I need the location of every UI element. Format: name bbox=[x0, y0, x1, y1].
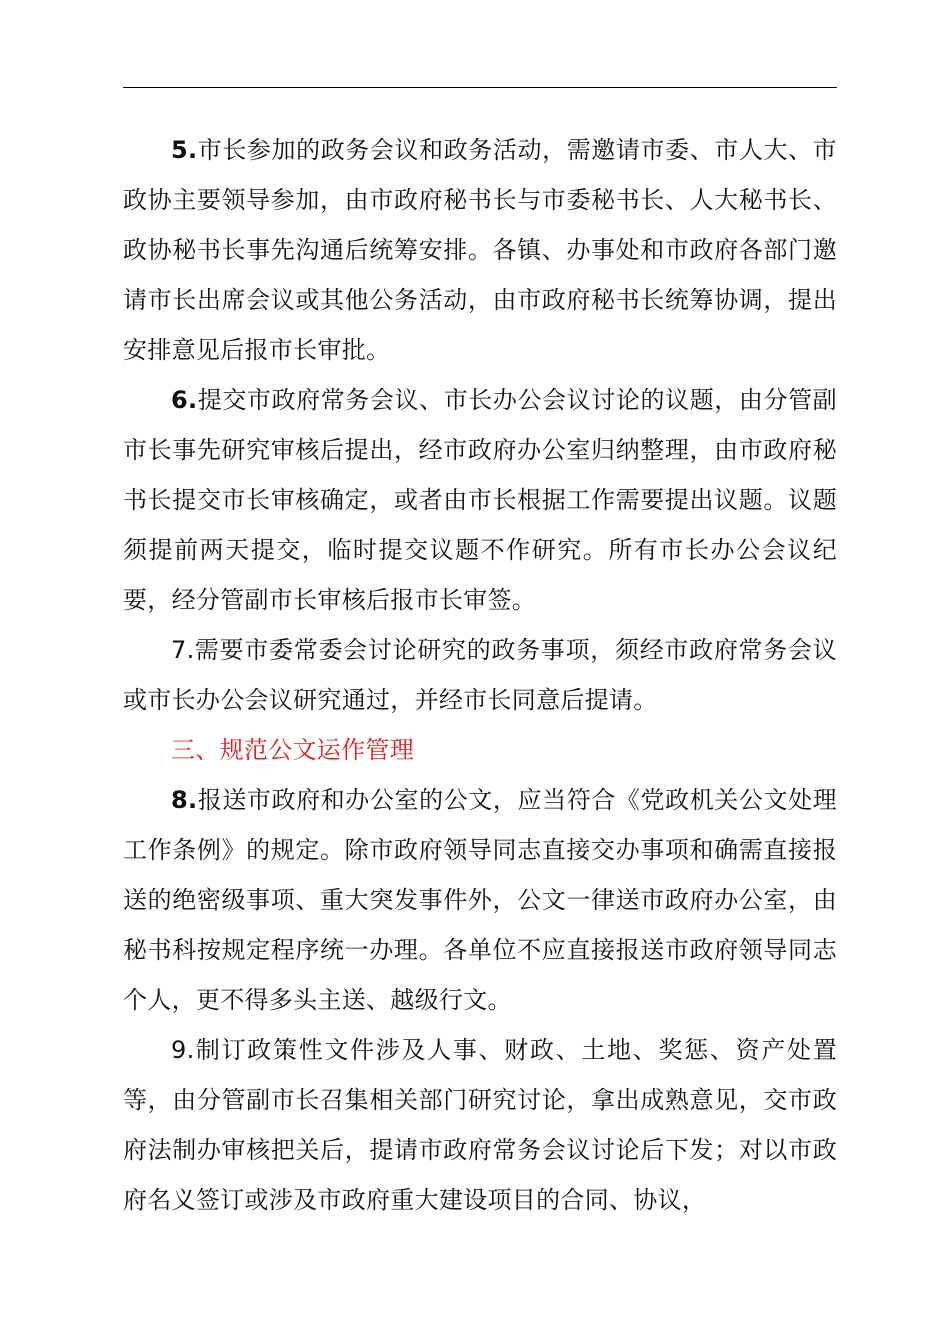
header-rule bbox=[123, 87, 837, 88]
paragraph-text: 需要市委常委会讨论研究的政务事项，须经市政府常务会议或市长办公会议研究通过，并经市长同意后提请。 bbox=[123, 636, 837, 714]
paragraph-number: 5. bbox=[171, 136, 198, 164]
document-body bbox=[123, 125, 837, 1225]
section-heading: 三、规范公文运作管理 bbox=[171, 736, 414, 764]
paragraph-text: 市长参加的政务会议和政务活动，需邀请市委、市人大、市政协主要领导参加，由市政府秘书长与市委秘书长、人大秘书长、政协秘书长事先沟通后统筹安排。各镇、办事处和市政府各部门邀请市长出席会议或其他公务活动，由市政府秘书长统筹协调，提出安排意见后报市长审批。 bbox=[123, 136, 837, 364]
paragraph-number: 8. bbox=[171, 786, 198, 814]
paragraph-7 bbox=[123, 625, 837, 725]
paragraph-text: 提交市政府常务会议、市长办公会议讨论的议题，由分管副市长事先研究审核后提出，经市政府办公室归纳整理，由市政府秘书长提交市长审核确定，或者由市长根据工作需要提出议题。议题须提前两天提交，临时提交议题不作研究。所有市长办公会议纪要，经分管副市长审核后报市长审签。 bbox=[123, 386, 837, 614]
paragraph-text: 报送市政府和办公室的公文，应当符合《党政机关公文处理工作条例》的规定。除市政府领导同志直接交办事项和确需直接报送的绝密级事项、重大突发事件外，公文一律送市政府办公室，由秘书科按规定程序统一办理。各单位不应直接报送市政府领导同志个人，更不得多头主送、越级行文。 bbox=[123, 786, 837, 1014]
paragraph-number: 9. bbox=[171, 1036, 195, 1064]
paragraph-8 bbox=[123, 775, 837, 1025]
paragraph-number: 6. bbox=[171, 386, 198, 414]
paragraph-6 bbox=[123, 375, 837, 625]
paragraph-5 bbox=[123, 125, 837, 375]
paragraph-number: 7. bbox=[171, 636, 195, 664]
paragraph-text: 制订政策性文件涉及人事、财政、土地、奖惩、资产处置等，由分管副市长召集相关部门研究讨论，拿出成熟意见，交市政府法制办审核把关后，提请市政府常务会议讨论后下发；对以市政府名义签订或涉及市政府重大建设项目的合同、协议， bbox=[123, 1036, 837, 1214]
paragraph-9 bbox=[123, 1025, 837, 1225]
